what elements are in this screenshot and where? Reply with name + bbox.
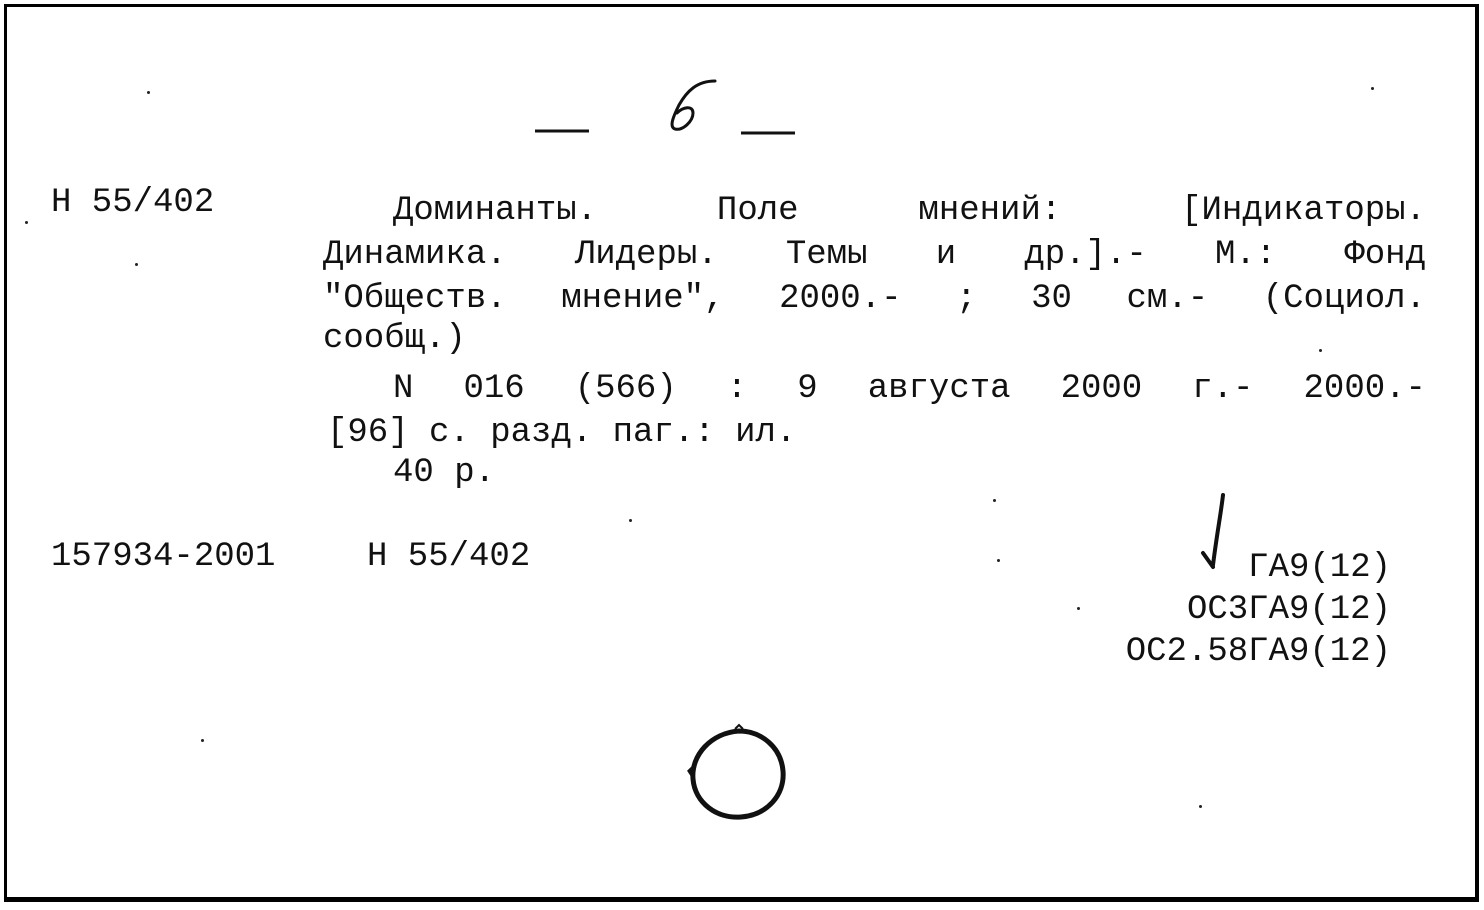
catalog-card xyxy=(4,4,1479,902)
entry-word: (Социол. xyxy=(1262,280,1426,318)
entry-word: и xyxy=(935,236,957,274)
inventory-call-number: Н 55/402 xyxy=(367,538,531,576)
scan-speck xyxy=(629,519,632,522)
scan-speck xyxy=(147,91,150,94)
entry-line-2 xyxy=(323,235,1426,275)
entry-word: др.].- xyxy=(1024,236,1147,274)
code-1: ГА9(12) xyxy=(1248,549,1391,587)
code-3: ОС2.58ГА9(12) xyxy=(1125,633,1391,671)
entry-word: мнений: xyxy=(918,192,1062,230)
inventory-number: 157934-2001 xyxy=(51,538,276,576)
price: 40 р. xyxy=(393,454,496,492)
call-number: Н 55/402 xyxy=(51,184,215,222)
entry-word: ; xyxy=(956,280,977,318)
checkmark-icon xyxy=(1195,493,1235,573)
scan-speck xyxy=(997,559,1000,562)
entry-word: 016 xyxy=(463,370,525,408)
entry-word: см.- xyxy=(1126,280,1209,318)
entry-word: августа xyxy=(867,370,1011,408)
entry-word: Фонд xyxy=(1344,236,1426,274)
entry-line-5 xyxy=(393,369,1426,409)
entry-word: 2000.- xyxy=(1303,370,1426,408)
entry-word: : xyxy=(726,370,748,408)
entry-word: Поле xyxy=(716,192,799,230)
entry-word: М.: xyxy=(1214,236,1277,274)
scan-speck xyxy=(25,221,28,224)
entry-line-3 xyxy=(323,279,1426,319)
entry-word: N xyxy=(393,370,414,408)
scan-speck xyxy=(993,499,996,502)
entry-word: "Обществ. xyxy=(323,280,507,318)
entry-word: [Индикаторы. xyxy=(1181,192,1426,230)
entry-word: 2000 xyxy=(1060,370,1143,408)
scan-speck xyxy=(1319,349,1322,352)
scan-speck xyxy=(135,263,138,266)
entry-word: Темы xyxy=(785,236,868,274)
entry-line-6: [96] с. разд. паг.: ил. xyxy=(327,414,797,452)
entry-word: 2000.- xyxy=(779,280,902,318)
entry-word: г.- xyxy=(1192,370,1254,408)
code-2: ОС3ГА9(12) xyxy=(1186,591,1391,629)
entry-word: 9 xyxy=(797,370,818,408)
entry-word: Доминанты. xyxy=(393,192,598,230)
entry-word: (566) xyxy=(574,370,677,408)
entry-word: Лидеры. xyxy=(574,236,718,274)
entry-word: мнение", xyxy=(561,280,725,318)
entry-line-4: сообщ.) xyxy=(323,320,466,358)
handwritten-page-number xyxy=(527,77,807,147)
entry-word: 30 xyxy=(1031,280,1072,318)
entry-line-1 xyxy=(393,191,1426,231)
entry-word: Динамика. xyxy=(323,236,507,274)
scan-speck xyxy=(1199,805,1202,808)
scan-speck xyxy=(201,739,204,742)
punch-hole xyxy=(683,719,793,829)
scan-speck xyxy=(1077,607,1080,610)
scan-speck xyxy=(1371,87,1374,90)
